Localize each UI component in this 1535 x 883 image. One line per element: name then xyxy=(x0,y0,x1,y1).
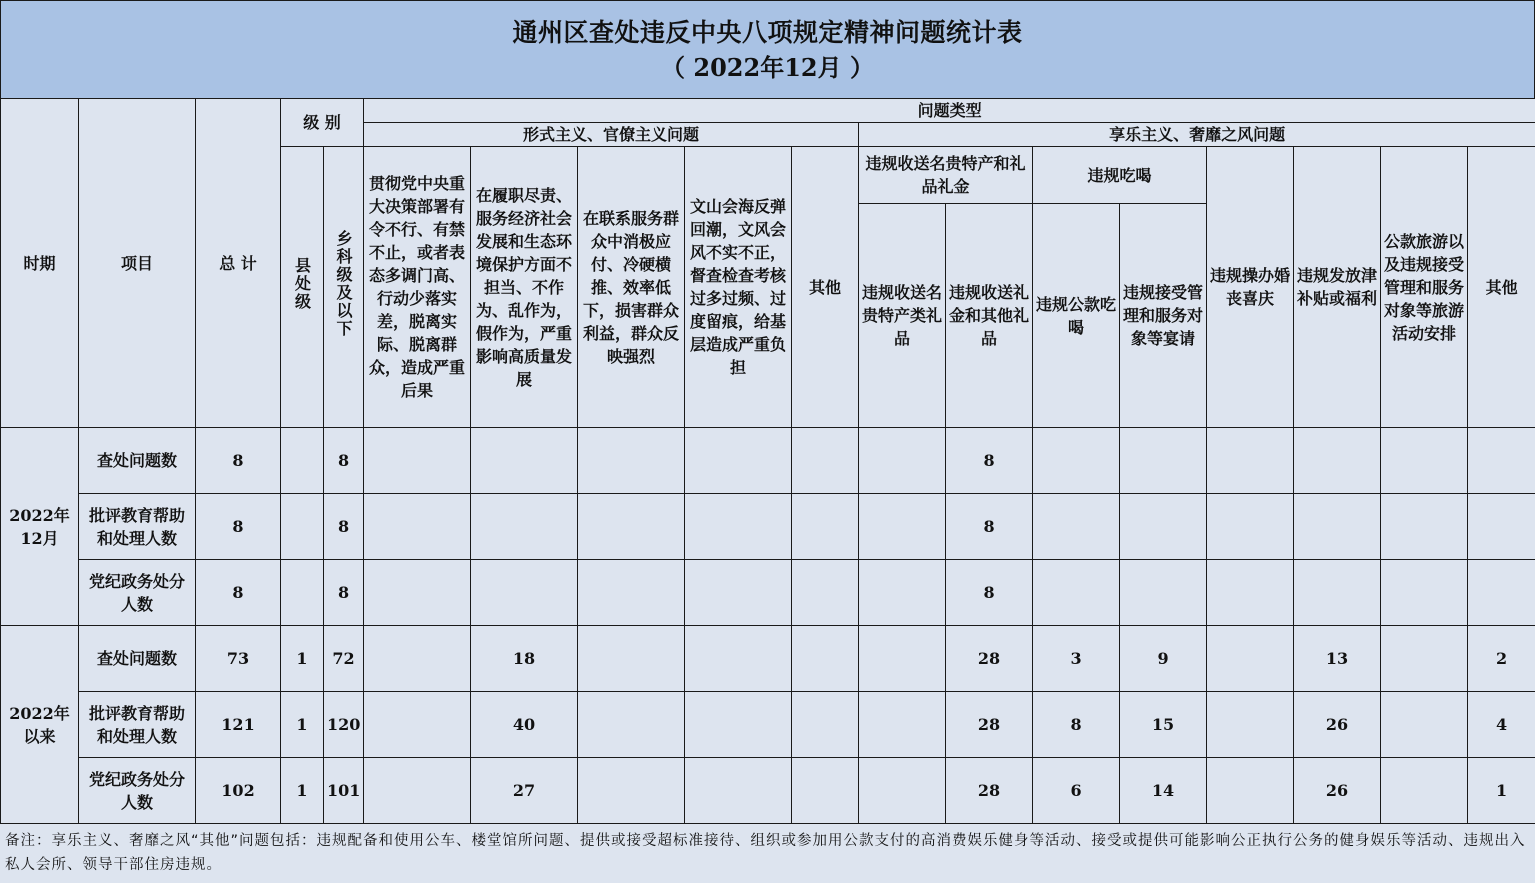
total-cell: 73 xyxy=(196,626,281,692)
f4-cell xyxy=(685,758,792,824)
f5-cell xyxy=(792,692,859,758)
table-row xyxy=(1,494,1535,560)
header-township-level: 乡科级及以下 xyxy=(324,147,364,428)
header-hedonism-other: 其他 xyxy=(1468,147,1535,428)
f1-cell xyxy=(364,758,471,824)
dining2-cell: 14 xyxy=(1120,758,1207,824)
dining2-cell: 9 xyxy=(1120,626,1207,692)
total-cell: 102 xyxy=(196,758,281,824)
other-cell xyxy=(1468,560,1535,626)
travel-cell xyxy=(1381,758,1468,824)
gift1-cell xyxy=(859,428,946,494)
gift1-cell xyxy=(859,494,946,560)
county-cell: 1 xyxy=(281,758,324,824)
township-cell: 8 xyxy=(324,560,364,626)
county-cell xyxy=(281,494,324,560)
dining2-cell xyxy=(1120,428,1207,494)
header-formalism-other: 其他 xyxy=(792,147,859,428)
gift1-cell xyxy=(859,560,946,626)
gift1-cell xyxy=(859,692,946,758)
gift2-cell: 28 xyxy=(946,626,1033,692)
header-dining-1: 违规公款吃喝 xyxy=(1033,204,1120,428)
dining1-cell xyxy=(1033,428,1120,494)
county-cell xyxy=(281,428,324,494)
travel-cell xyxy=(1381,494,1468,560)
f2-cell xyxy=(471,428,578,494)
f3-cell xyxy=(578,494,685,560)
allowance-cell: 13 xyxy=(1294,626,1381,692)
f3-cell xyxy=(578,626,685,692)
header-wedding: 违规操办婚丧喜庆 xyxy=(1207,147,1294,428)
township-cell: 8 xyxy=(324,494,364,560)
f5-cell xyxy=(792,428,859,494)
f5-cell xyxy=(792,626,859,692)
f1-cell xyxy=(364,428,471,494)
f2-cell xyxy=(471,494,578,560)
travel-cell xyxy=(1381,626,1468,692)
header-formalism-1: 贯彻党中央重大决策部署有令不行、有禁不止，或者表态多调门高、行动少落实差，脱离实际、脱离群众，造成严重后果 xyxy=(364,147,471,428)
other-cell xyxy=(1468,494,1535,560)
dining1-cell: 6 xyxy=(1033,758,1120,824)
header-county-level: 县处级 xyxy=(281,147,324,428)
gift2-cell: 8 xyxy=(946,494,1033,560)
table-row xyxy=(1,560,1535,626)
allowance-cell xyxy=(1294,428,1381,494)
f4-cell xyxy=(685,560,792,626)
header-period: 时期 xyxy=(1,99,79,428)
f1-cell xyxy=(364,494,471,560)
header-gift-2: 违规收送礼金和其他礼品 xyxy=(946,204,1033,428)
header-item: 项目 xyxy=(79,99,196,428)
other-cell xyxy=(1468,428,1535,494)
f5-cell xyxy=(792,560,859,626)
wedding-cell xyxy=(1207,692,1294,758)
county-cell xyxy=(281,560,324,626)
allowance-cell xyxy=(1294,494,1381,560)
other-cell: 2 xyxy=(1468,626,1535,692)
county-cell: 1 xyxy=(281,626,324,692)
header-formalism-2: 在履职尽责、服务经济社会发展和生态环境保护方面不担当、不作为、乱作为，假作为，严重影响高质量发展 xyxy=(471,147,578,428)
f2-cell xyxy=(471,560,578,626)
dining1-cell xyxy=(1033,494,1120,560)
other-cell: 1 xyxy=(1468,758,1535,824)
header-level: 级 别 xyxy=(281,99,364,147)
allowance-cell xyxy=(1294,560,1381,626)
f3-cell xyxy=(578,692,685,758)
page-title: 通州区查处违反中央八项规定精神问题统计表 xyxy=(512,15,1022,51)
township-cell: 101 xyxy=(324,758,364,824)
item-cell: 批评教育帮助和处理人数 xyxy=(79,494,196,560)
item-cell: 批评教育帮助和处理人数 xyxy=(79,692,196,758)
table-row xyxy=(1,692,1535,758)
f4-cell xyxy=(685,692,792,758)
county-cell: 1 xyxy=(281,692,324,758)
f5-cell xyxy=(792,758,859,824)
footnote: 备注：享乐主义、奢靡之风“其他”问题包括：违规配备和使用公车、楼堂馆所问题、提供或接受超标准接待、组织或参加用公款支付的高消费娱乐健身等活动、接受或提供可能影响公正执行公务的健身娱乐等活动、违规出入私人会所、领导干部住房违规。 xyxy=(0,827,1535,883)
dining2-cell: 15 xyxy=(1120,692,1207,758)
travel-cell xyxy=(1381,692,1468,758)
header-issue-types: 问题类型 xyxy=(364,99,1535,123)
header-formalism-4: 文山会海反弹回潮，文风会风不实不正，督查检查考核过多过频、过度留痕，给基层造成严重负担 xyxy=(685,147,792,428)
f5-cell xyxy=(792,494,859,560)
item-cell: 查处问题数 xyxy=(79,626,196,692)
f3-cell xyxy=(578,758,685,824)
page-subtitle: （ 2022年12月 ） xyxy=(661,51,874,85)
period-cell: 2022年12月 xyxy=(1,428,79,626)
header-dining-group: 违规吃喝 xyxy=(1033,147,1207,204)
wedding-cell xyxy=(1207,428,1294,494)
f1-cell xyxy=(364,692,471,758)
wedding-cell xyxy=(1207,560,1294,626)
table-row xyxy=(1,626,1535,692)
table-row xyxy=(1,428,1535,494)
allowance-cell: 26 xyxy=(1294,758,1381,824)
f2-cell: 40 xyxy=(471,692,578,758)
total-cell: 8 xyxy=(196,428,281,494)
f1-cell xyxy=(364,560,471,626)
statistics-table xyxy=(0,98,1535,824)
item-cell: 党纪政务处分人数 xyxy=(79,560,196,626)
total-cell: 121 xyxy=(196,692,281,758)
table-row xyxy=(1,758,1535,824)
gift1-cell xyxy=(859,626,946,692)
other-cell: 4 xyxy=(1468,692,1535,758)
dining1-cell xyxy=(1033,560,1120,626)
f3-cell xyxy=(578,428,685,494)
f3-cell xyxy=(578,560,685,626)
travel-cell xyxy=(1381,560,1468,626)
dining2-cell xyxy=(1120,494,1207,560)
dining1-cell: 3 xyxy=(1033,626,1120,692)
header-travel: 公款旅游以及违规接受管理和服务对象等旅游活动安排 xyxy=(1381,147,1468,428)
wedding-cell xyxy=(1207,758,1294,824)
wedding-cell xyxy=(1207,626,1294,692)
wedding-cell xyxy=(1207,494,1294,560)
gift2-cell: 8 xyxy=(946,560,1033,626)
gift2-cell: 28 xyxy=(946,758,1033,824)
gift2-cell: 8 xyxy=(946,428,1033,494)
header-dining-2: 违规接受管理和服务对象等宴请 xyxy=(1120,204,1207,428)
header-formalism: 形式主义、官僚主义问题 xyxy=(364,123,859,147)
travel-cell xyxy=(1381,428,1468,494)
item-cell: 党纪政务处分人数 xyxy=(79,758,196,824)
dining2-cell xyxy=(1120,560,1207,626)
item-cell: 查处问题数 xyxy=(79,428,196,494)
f4-cell xyxy=(685,626,792,692)
table-title-banner xyxy=(0,0,1535,99)
township-cell: 72 xyxy=(324,626,364,692)
allowance-cell: 26 xyxy=(1294,692,1381,758)
gift1-cell xyxy=(859,758,946,824)
header-hedonism: 享乐主义、奢靡之风问题 xyxy=(859,123,1535,147)
f4-cell xyxy=(685,494,792,560)
township-cell: 8 xyxy=(324,428,364,494)
header-gift-1: 违规收送名贵特产类礼品 xyxy=(859,204,946,428)
dining1-cell: 8 xyxy=(1033,692,1120,758)
header-gift-group: 违规收送名贵特产和礼品礼金 xyxy=(859,147,1033,204)
header-allowance: 违规发放津补贴或福利 xyxy=(1294,147,1381,428)
period-cell: 2022年以来 xyxy=(1,626,79,824)
township-cell: 120 xyxy=(324,692,364,758)
header-total: 总 计 xyxy=(196,99,281,428)
f2-cell: 27 xyxy=(471,758,578,824)
total-cell: 8 xyxy=(196,494,281,560)
f1-cell xyxy=(364,626,471,692)
header-formalism-3: 在联系服务群众中消极应付、冷硬横推、效率低下，损害群众利益，群众反映强烈 xyxy=(578,147,685,428)
f4-cell xyxy=(685,428,792,494)
total-cell: 8 xyxy=(196,560,281,626)
gift2-cell: 28 xyxy=(946,692,1033,758)
f2-cell: 18 xyxy=(471,626,578,692)
